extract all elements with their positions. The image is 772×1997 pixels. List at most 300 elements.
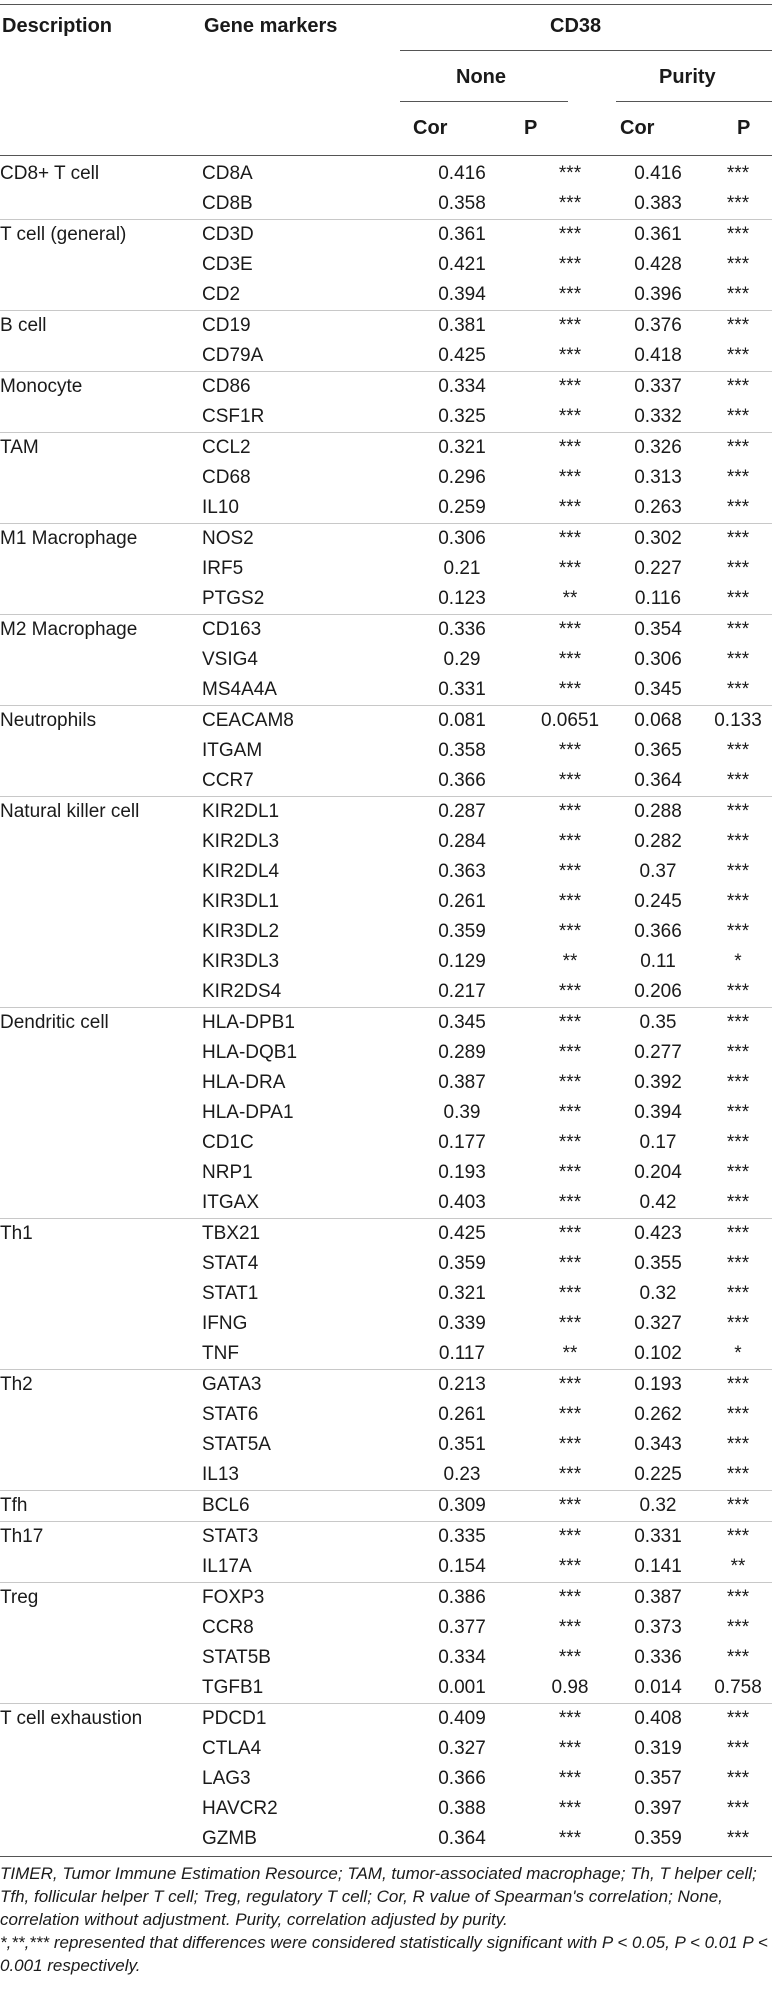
p-none-cell: *** [558, 1556, 582, 1577]
table-row [0, 1098, 772, 1128]
description-cell [0, 766, 202, 797]
table-row [0, 159, 772, 189]
p-purity-cell: *** [726, 1738, 750, 1759]
description-cell [0, 1249, 202, 1279]
description-cell [0, 645, 202, 675]
gene-marker-cell: KIR2DL3 [202, 831, 280, 852]
p-purity-cell: *** [704, 433, 772, 464]
table-row [0, 189, 772, 220]
cor-none-cell: 0.306 [396, 524, 528, 555]
table-row [0, 917, 772, 947]
p-none-cell: *** [528, 1583, 612, 1614]
description-cell [0, 250, 202, 280]
p-purity-cell: *** [704, 797, 772, 828]
description-cell: Th2 [0, 1370, 202, 1401]
p-none-cell: ** [562, 951, 578, 972]
cor-none-cell: 0.409 [396, 1704, 528, 1735]
cor-none-cell: 0.359 [438, 1253, 486, 1274]
p-none-cell: *** [558, 1253, 582, 1274]
p-none-cell: *** [558, 497, 582, 518]
gene-marker-cell: BCL6 [202, 1491, 396, 1522]
p-none-cell: 0.98 [551, 1677, 589, 1698]
p-purity-cell: *** [704, 1583, 772, 1614]
gene-marker-cell: CCR7 [202, 770, 254, 791]
cor-none-cell: 0.416 [438, 163, 486, 184]
gene-marker-cell: KIR2DS4 [202, 981, 282, 1002]
table-row [0, 1734, 772, 1764]
p-purity-cell: *** [726, 254, 750, 275]
table-row [0, 827, 772, 857]
header-cd38: CD38 [550, 15, 602, 37]
p-none-cell: ** [562, 1343, 578, 1364]
p-purity-cell: *** [704, 1522, 772, 1553]
gene-marker-cell: CTLA4 [202, 1738, 262, 1759]
table-row [0, 736, 772, 766]
purity-underline [616, 101, 772, 102]
gene-marker-cell: PTGS2 [202, 588, 265, 609]
p-purity-cell: *** [704, 1008, 772, 1039]
gene-marker-cell: CD3D [202, 220, 396, 251]
description-cell [0, 1552, 202, 1583]
header-purity: Purity [659, 66, 716, 88]
cor-none-cell: 0.296 [438, 467, 486, 488]
description-cell: T cell exhaustion [0, 1704, 202, 1735]
description-cell [0, 1400, 202, 1430]
description-cell [0, 917, 202, 947]
description-cell [0, 1098, 202, 1128]
description-cell [0, 827, 202, 857]
p-none-cell: *** [558, 254, 582, 275]
none-underline [400, 101, 568, 102]
cor-purity-cell: 0.392 [634, 1072, 682, 1093]
cor-purity-cell: 0.376 [612, 311, 704, 342]
cor-none-cell: 0.213 [396, 1370, 528, 1401]
cor-none-cell: 0.387 [438, 1072, 486, 1093]
cor-purity-cell: 0.193 [612, 1370, 704, 1401]
description-cell: Neutrophils [0, 706, 202, 737]
header-cor-none: Cor [413, 117, 448, 139]
p-none-cell: *** [528, 1522, 612, 1553]
description-cell [0, 675, 202, 706]
cor-none-cell: 0.334 [396, 372, 528, 403]
gene-marker-cell: HLA-DPA1 [202, 1102, 294, 1123]
p-purity-cell: *** [726, 1162, 750, 1183]
cd38-underline [400, 50, 772, 51]
cor-purity-cell: 0.302 [612, 524, 704, 555]
table-row [0, 1188, 772, 1219]
gene-marker-cell: CD8A [202, 163, 253, 184]
cor-none-cell: 0.358 [438, 740, 486, 761]
p-purity-cell: *** [726, 1647, 750, 1668]
table-row [0, 1249, 772, 1279]
cor-none-cell: 0.261 [438, 1404, 486, 1425]
p-none-cell: *** [528, 311, 612, 342]
cor-purity-cell: 0.355 [634, 1253, 682, 1274]
table-row [0, 645, 772, 675]
p-purity-cell: 0.758 [714, 1677, 762, 1698]
description-cell [0, 1673, 202, 1704]
table-body [0, 159, 772, 1854]
p-none-cell: *** [528, 433, 612, 464]
description-cell [0, 1038, 202, 1068]
table-row [0, 1643, 772, 1673]
gene-marker-cell: STAT4 [202, 1253, 259, 1274]
p-purity-cell: *** [726, 497, 750, 518]
cor-none-cell: 0.377 [438, 1617, 486, 1638]
table-row [0, 1309, 772, 1339]
description-cell [0, 1158, 202, 1188]
cor-none-cell: 0.177 [438, 1132, 486, 1153]
description-cell [0, 1128, 202, 1158]
cor-purity-cell: 0.336 [634, 1647, 682, 1668]
cor-purity-cell: 0.337 [612, 372, 704, 403]
cor-none-cell: 0.366 [438, 1768, 486, 1789]
p-none-cell: *** [558, 1828, 582, 1849]
description-cell [0, 554, 202, 584]
p-none-cell: *** [558, 1162, 582, 1183]
table-row [0, 584, 772, 615]
gene-marker-cell: CD3E [202, 254, 253, 275]
description-cell [0, 1309, 202, 1339]
p-none-cell: *** [558, 1647, 582, 1668]
cor-none-cell: 0.154 [438, 1556, 486, 1577]
p-purity-cell: *** [704, 1491, 772, 1522]
gene-marker-cell: KIR3DL3 [202, 951, 280, 972]
p-none-cell: *** [558, 1768, 582, 1789]
p-none-cell: *** [558, 1042, 582, 1063]
cor-none-cell: 0.364 [438, 1828, 486, 1849]
p-none-cell: 0.0651 [528, 706, 612, 737]
p-purity-cell: *** [726, 558, 750, 579]
cor-purity-cell: 0.141 [634, 1556, 682, 1577]
p-none-cell: *** [528, 1219, 612, 1250]
p-purity-cell: *** [726, 284, 750, 305]
cor-purity-cell: 0.343 [634, 1434, 682, 1455]
p-none-cell: *** [558, 1072, 582, 1093]
description-cell [0, 1643, 202, 1673]
p-none-cell: *** [558, 1283, 582, 1304]
description-cell: TAM [0, 433, 202, 464]
p-none-cell: *** [528, 1008, 612, 1039]
cor-purity-cell: 0.319 [634, 1738, 682, 1759]
cor-purity-cell: 0.366 [634, 921, 682, 942]
p-purity-cell: *** [726, 649, 750, 670]
footnote-abbreviations: TIMER, Tumor Immune Estimation Resource; TAM, tumor-associated macrophage; Th, T helper cell; Tfh, follicular helper T cell; Treg, regulatory T cell; Cor, R value of Spearman's correlation; None, correlation without adjustment. Purity, correlation adjusted by purity. [0, 1864, 757, 1929]
description-cell [0, 1188, 202, 1219]
p-none-cell: *** [558, 891, 582, 912]
cor-none-cell: 0.29 [443, 649, 481, 670]
cor-purity-cell: 0.359 [634, 1828, 682, 1849]
gene-marker-cell: STAT1 [202, 1283, 259, 1304]
p-purity-cell: *** [726, 1313, 750, 1334]
cor-none-cell: 0.403 [438, 1192, 486, 1213]
description-cell [0, 189, 202, 220]
cor-none-cell: 0.123 [438, 588, 486, 609]
p-purity-cell: *** [704, 311, 772, 342]
cor-none-cell: 0.284 [438, 831, 486, 852]
gene-marker-cell: HLA-DRA [202, 1072, 286, 1093]
p-purity-cell: *** [726, 1283, 750, 1304]
table-row [0, 250, 772, 280]
gene-marker-cell: CEACAM8 [202, 706, 396, 737]
description-cell: Dendritic cell [0, 1008, 202, 1039]
p-purity-cell: *** [726, 1434, 750, 1455]
cor-purity-cell: 0.345 [634, 679, 682, 700]
description-cell [0, 1794, 202, 1824]
description-cell [0, 280, 202, 311]
p-purity-cell: *** [726, 1798, 750, 1819]
table-row [0, 797, 772, 828]
p-none-cell: *** [558, 861, 582, 882]
description-cell [0, 1460, 202, 1491]
p-purity-cell: *** [704, 220, 772, 251]
cor-purity-cell: 0.204 [634, 1162, 682, 1183]
cor-purity-cell: 0.383 [634, 193, 682, 214]
gene-marker-cell: MS4A4A [202, 679, 277, 700]
cor-purity-cell: 0.327 [634, 1313, 682, 1334]
p-purity-cell: *** [726, 831, 750, 852]
p-none-cell: *** [558, 1313, 582, 1334]
cor-none-cell: 0.363 [438, 861, 486, 882]
p-none-cell: *** [558, 284, 582, 305]
cor-none-cell: 0.193 [438, 1162, 486, 1183]
p-none-cell: *** [558, 921, 582, 942]
table-row [0, 1370, 772, 1401]
p-none-cell: *** [558, 679, 582, 700]
gene-marker-cell: CD8B [202, 193, 253, 214]
description-cell [0, 463, 202, 493]
description-cell: B cell [0, 311, 202, 342]
cor-purity-cell: 0.428 [634, 254, 682, 275]
table-row [0, 372, 772, 403]
p-none-cell: *** [558, 740, 582, 761]
description-cell: M1 Macrophage [0, 524, 202, 555]
cor-purity-cell: 0.331 [612, 1522, 704, 1553]
table-row [0, 977, 772, 1008]
gene-marker-cell: HLA-DQB1 [202, 1042, 298, 1063]
gene-marker-cell: IL17A [202, 1556, 252, 1577]
cor-none-cell: 0.366 [438, 770, 486, 791]
cor-purity-cell: 0.014 [634, 1677, 682, 1698]
cor-none-cell: 0.351 [438, 1434, 486, 1455]
description-cell [0, 402, 202, 433]
p-purity-cell: *** [726, 1102, 750, 1123]
p-purity-cell: *** [704, 1704, 772, 1735]
p-purity-cell: *** [726, 163, 750, 184]
gene-marker-cell: KIR2DL4 [202, 861, 280, 882]
table-row [0, 675, 772, 706]
table-row [0, 220, 772, 251]
description-cell: T cell (general) [0, 220, 202, 251]
description-cell [0, 1764, 202, 1794]
cor-purity-cell: 0.408 [612, 1704, 704, 1735]
p-none-cell: *** [528, 524, 612, 555]
p-purity-cell: *** [726, 193, 750, 214]
table-row [0, 280, 772, 311]
cor-none-cell: 0.309 [396, 1491, 528, 1522]
gene-marker-cell: IL13 [202, 1464, 239, 1485]
footnote [0, 1862, 772, 1977]
gene-marker-cell: STAT3 [202, 1522, 396, 1553]
cor-none-cell: 0.081 [396, 706, 528, 737]
description-cell [0, 736, 202, 766]
header-cor-purity: Cor [620, 117, 655, 139]
gene-marker-cell: VSIG4 [202, 649, 258, 670]
gene-marker-cell: STAT5B [202, 1647, 271, 1668]
p-none-cell: ** [562, 588, 578, 609]
cor-none-cell: 0.217 [438, 981, 486, 1002]
p-purity-cell: *** [726, 1404, 750, 1425]
description-cell [0, 857, 202, 887]
p-purity-cell: *** [704, 524, 772, 555]
description-cell [0, 1068, 202, 1098]
gene-marker-cell: GATA3 [202, 1370, 396, 1401]
table-row [0, 433, 772, 464]
p-purity-cell: *** [726, 770, 750, 791]
p-purity-cell: *** [726, 981, 750, 1002]
table-row [0, 524, 772, 555]
description-cell: Natural killer cell [0, 797, 202, 828]
cor-purity-cell: 0.313 [634, 467, 682, 488]
cor-purity-cell: 0.354 [612, 615, 704, 646]
description-cell [0, 584, 202, 615]
cor-purity-cell: 0.326 [612, 433, 704, 464]
table-row [0, 1128, 772, 1158]
cor-none-cell: 0.289 [438, 1042, 486, 1063]
cor-none-cell: 0.21 [443, 558, 481, 579]
p-purity-cell: 0.133 [704, 706, 772, 737]
table-row [0, 463, 772, 493]
cor-none-cell: 0.334 [438, 1647, 486, 1668]
p-none-cell: *** [558, 1798, 582, 1819]
gene-marker-cell: CD2 [202, 284, 241, 305]
table-row [0, 1279, 772, 1309]
header-gene-markers: Gene markers [204, 15, 338, 37]
p-purity-cell: *** [726, 467, 750, 488]
description-cell: Th1 [0, 1219, 202, 1250]
cor-purity-cell: 0.416 [634, 163, 682, 184]
description-cell [0, 947, 202, 977]
table-row [0, 1400, 772, 1430]
cor-purity-cell: 0.11 [640, 951, 676, 972]
table-row [0, 341, 772, 372]
cor-none-cell: 0.339 [438, 1313, 486, 1334]
cor-purity-cell: 0.373 [634, 1617, 682, 1638]
p-none-cell: *** [558, 467, 582, 488]
cor-purity-cell: 0.245 [634, 891, 682, 912]
cor-purity-cell: 0.32 [612, 1491, 704, 1522]
cor-none-cell: 0.327 [438, 1738, 486, 1759]
table-row [0, 1068, 772, 1098]
cor-purity-cell: 0.394 [634, 1102, 682, 1123]
table-row [0, 615, 772, 646]
gene-marker-cell: IFNG [202, 1313, 248, 1334]
table-row [0, 1219, 772, 1250]
cor-none-cell: 0.331 [438, 679, 486, 700]
description-cell [0, 1734, 202, 1764]
gene-marker-cell: GZMB [202, 1828, 257, 1849]
table-row [0, 1613, 772, 1643]
cor-purity-cell: 0.364 [634, 770, 682, 791]
cor-none-cell: 0.421 [438, 254, 486, 275]
description-cell [0, 341, 202, 372]
description-cell [0, 1613, 202, 1643]
cor-purity-cell: 0.282 [634, 831, 682, 852]
cor-purity-cell: 0.332 [634, 406, 682, 427]
p-none-cell: *** [558, 1738, 582, 1759]
p-purity-cell: *** [704, 1370, 772, 1401]
p-none-cell: *** [558, 406, 582, 427]
cor-none-cell: 0.117 [438, 1343, 486, 1364]
gene-marker-cell: FOXP3 [202, 1583, 396, 1614]
p-none-cell: *** [528, 220, 612, 251]
cor-purity-cell: 0.357 [634, 1768, 682, 1789]
p-purity-cell: *** [704, 372, 772, 403]
table-row [0, 1704, 772, 1735]
description-cell [0, 1339, 202, 1370]
header-description: Description [2, 15, 113, 37]
gene-marker-cell: ITGAX [202, 1192, 260, 1213]
gene-marker-cell: CCL2 [202, 433, 396, 464]
p-none-cell: *** [558, 1102, 582, 1123]
p-none-cell: *** [528, 1704, 612, 1735]
table-row [0, 311, 772, 342]
table-row [0, 1764, 772, 1794]
gene-marker-cell: CSF1R [202, 406, 265, 427]
description-cell: Monocyte [0, 372, 202, 403]
p-purity-cell: *** [726, 1132, 750, 1153]
table-row [0, 1339, 772, 1370]
cor-none-cell: 0.261 [438, 891, 486, 912]
cor-purity-cell: 0.418 [634, 345, 682, 366]
p-purity-cell: *** [726, 1042, 750, 1063]
p-purity-cell: *** [726, 679, 750, 700]
cor-purity-cell: 0.262 [634, 1404, 682, 1425]
gene-marker-cell: CD1C [202, 1132, 254, 1153]
cor-none-cell: 0.259 [438, 497, 486, 518]
p-none-cell: *** [558, 1404, 582, 1425]
table-row [0, 1824, 772, 1854]
gene-marker-cell: CD86 [202, 372, 396, 403]
p-none-cell: *** [558, 1434, 582, 1455]
table-row [0, 1522, 772, 1553]
p-none-cell: *** [558, 163, 582, 184]
header-p-purity: P [737, 117, 751, 139]
cor-none-cell: 0.335 [396, 1522, 528, 1553]
cor-purity-cell: 0.17 [639, 1132, 677, 1153]
p-purity-cell: *** [726, 406, 750, 427]
cor-purity-cell: 0.42 [639, 1192, 677, 1213]
gene-marker-cell: PDCD1 [202, 1704, 396, 1735]
cor-purity-cell: 0.365 [634, 740, 682, 761]
cor-purity-cell: 0.32 [639, 1283, 677, 1304]
gene-marker-cell: TNF [202, 1343, 239, 1364]
correlation-table [0, 159, 772, 1854]
cor-none-cell: 0.388 [438, 1798, 486, 1819]
bottom-rule [0, 1856, 772, 1857]
top-rule [0, 4, 772, 5]
gene-marker-cell: CD68 [202, 467, 251, 488]
description-cell [0, 977, 202, 1008]
table-row [0, 1491, 772, 1522]
cor-none-cell: 0.386 [396, 1583, 528, 1614]
description-cell: CD8+ T cell [0, 163, 100, 184]
gene-marker-cell: CD79A [202, 345, 264, 366]
table-row [0, 1158, 772, 1188]
p-purity-cell: *** [726, 1072, 750, 1093]
p-none-cell: *** [528, 372, 612, 403]
p-purity-cell: * [734, 951, 742, 972]
